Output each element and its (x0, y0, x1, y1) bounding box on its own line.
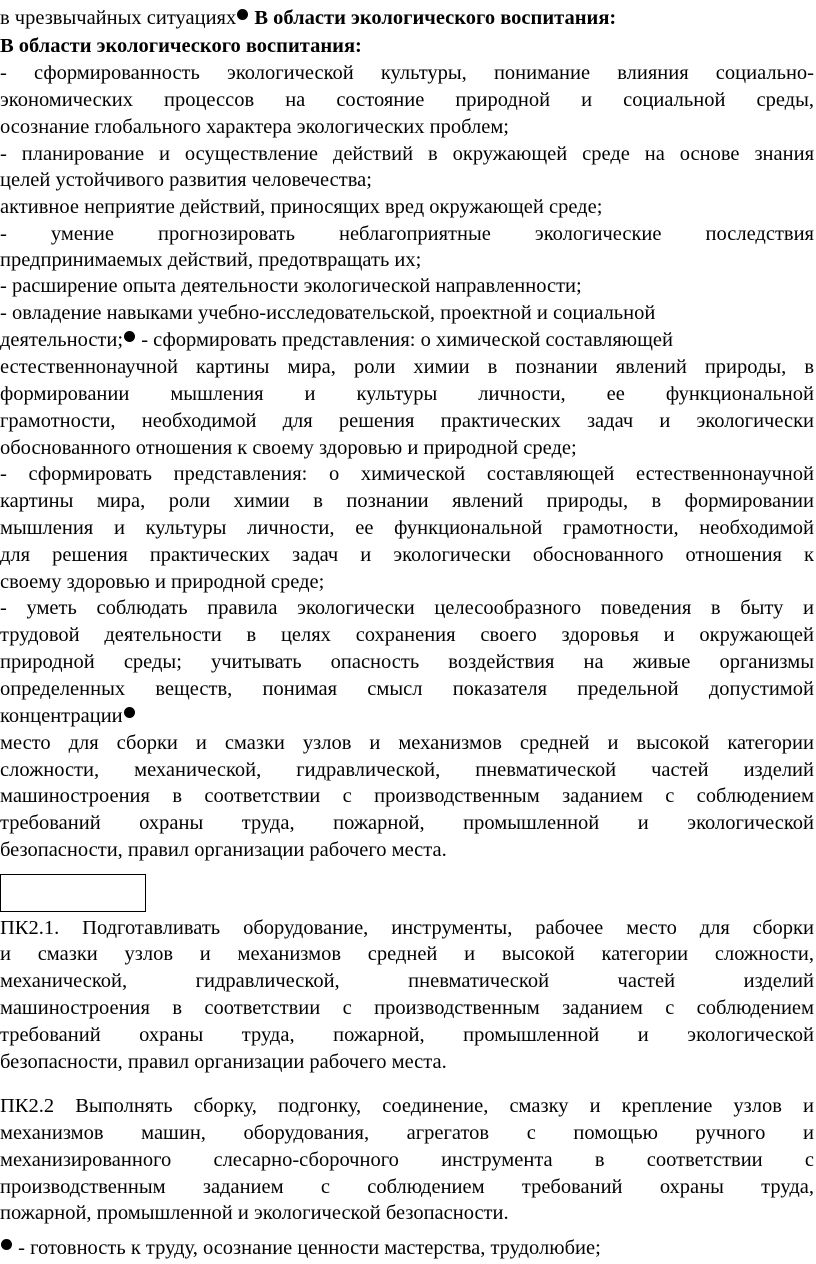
bullet-icon (124, 707, 135, 718)
text-line: осознание глобального характера экологических проблем; (0, 116, 509, 138)
text-line: механизированного слесарно-сборочного инструмента в соответствии с (0, 1149, 814, 1171)
text-line: место для сборки и смазки узлов и механизмов средней и высокой категории (0, 732, 814, 754)
text-line (0, 326, 814, 354)
text-line: экономических процессов на состояние природной и социальной среды, (0, 89, 814, 111)
text-line: активное неприятие действий, приносящих вред окружающей среде; (0, 196, 603, 218)
text-line: механической, гидравлической, пневматической частей изделий (0, 970, 814, 992)
text-line: производственным заданием с соблюдением требований охраны труда, (0, 1176, 814, 1198)
bullet-icon (124, 331, 135, 342)
text-line: безопасности, правил организации рабочего места. (0, 839, 447, 861)
text-line: безопасности, правил организации рабочего места. (0, 1051, 447, 1073)
text-line: ПК2.1. Подготавливать оборудование, инструменты, рабочее место для сборки (0, 917, 814, 939)
text-line: своему здоровью и природной среде; (0, 571, 325, 593)
text-line: мышления и культуры личности, ее функциональной грамотности, необходимой (0, 517, 814, 539)
text-line: машиностроения в соответствии с производственным заданием с соблюдением (0, 785, 814, 807)
text-line: требований охраны труда, пожарной, промышленной и экологической (0, 812, 814, 834)
text-line: для решения практических задач и экологически обоснованного отношения к (0, 544, 814, 566)
text-line: - планирование и осуществление действий в окружающей среде на основе знания (0, 143, 814, 165)
text-line: требований охраны труда, пожарной, промышленной и экологической (0, 1024, 814, 1046)
empty-frame (0, 874, 146, 912)
text-fragment: - готовность к труду, осознание ценности мастерства, трудолюбие; (13, 1237, 601, 1259)
text-line: ПК2.2 Выполнять сборку, подгонку, соединение, смазку и крепление узлов и (0, 1095, 814, 1117)
text-line: - овладение навыками учебно-исследовательской, проектной и социальной (0, 302, 656, 324)
text-line: целей устойчивого развития человечества; (0, 169, 372, 191)
text-fragment: деятельности; (0, 329, 124, 351)
text-fragment: - сформировать представления: о химической составляющей (136, 329, 673, 351)
text-line: картины мира, роли химии в познании явлений природы, в формировании (0, 490, 814, 512)
text-line: природной среды; учитывать опасность воздействия на живые организмы (0, 651, 814, 673)
bullet-icon (1, 1239, 12, 1250)
text-line: обоснованного отношения к своему здоровью и природной среде; (0, 437, 577, 459)
text-line: машиностроения в соответствии с производственным заданием с соблюдением (0, 997, 814, 1019)
text-line (0, 4, 814, 32)
text-fragment: концентрации (0, 705, 123, 727)
text-line: предпринимаемых действий, предотвращать их; (0, 249, 422, 271)
text-line: трудовой деятельности в целях сохранения своего здоровья и окружающей (0, 624, 814, 646)
text-line (0, 1234, 814, 1262)
text-line: - сформировать представления: о химической составляющей естественнонаучной (0, 463, 814, 485)
text-line: - уметь соблюдать правила экологически целесообразного поведения в быту и (0, 597, 814, 619)
text-line: и смазки узлов и механизмов средней и высокой категории сложности, (0, 943, 814, 965)
text-line: - умение прогнозировать неблагоприятные экологические последствия (0, 223, 814, 245)
text-line: пожарной, промышленной и экологической безопасности. (0, 1202, 509, 1224)
text-fragment: в чрезвычайных ситуациях (0, 7, 237, 29)
section-heading: В области экологического воспитания: (0, 35, 362, 57)
text-line: определенных веществ, понимая смысл показателя предельной допустимой (0, 678, 814, 700)
text-line: грамотности, необходимой для решения практических задач и экологически (0, 410, 814, 432)
section-heading: В области экологического воспитания: (254, 7, 617, 29)
text-line: - расширение опыта деятельности экологической направленности; (0, 275, 582, 297)
text-line: сложности, механической, гидравлической, пневматической частей изделий (0, 759, 814, 781)
text-line: естественнонаучной картины мира, роли химии в познании явлений природы, в (0, 356, 814, 378)
text-line: формировании мышления и культуры личности, ее функциональной (0, 383, 814, 405)
bullet-icon (237, 9, 248, 20)
text-line (0, 702, 814, 730)
text-line: - сформированность экологической культуры, понимание влияния социально- (0, 62, 814, 84)
text-line: механизмов машин, оборудования, агрегатов с помощью ручного и (0, 1122, 814, 1144)
